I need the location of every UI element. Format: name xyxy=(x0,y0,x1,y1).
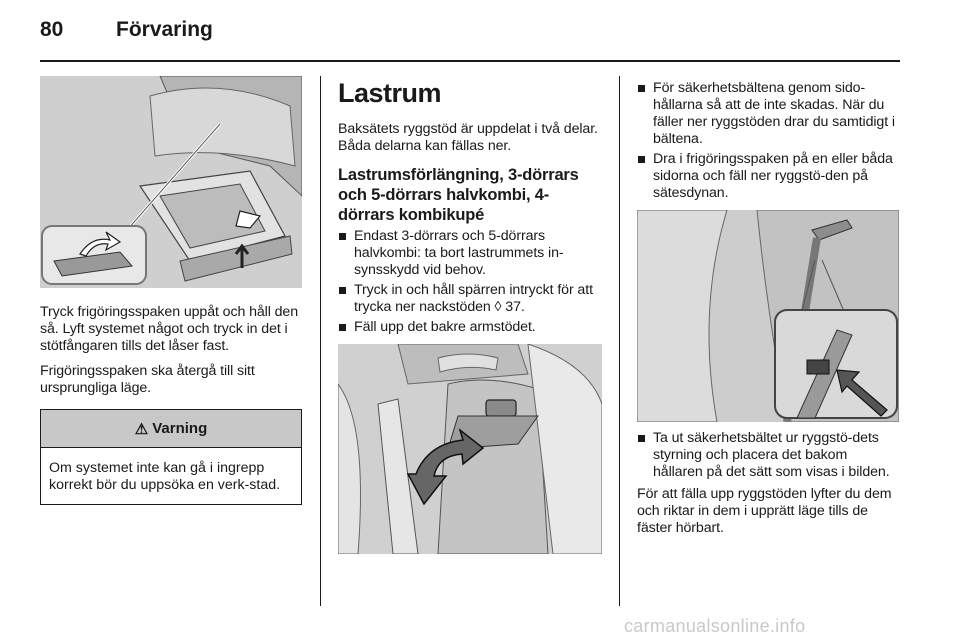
warning-header xyxy=(41,410,301,448)
header-rule xyxy=(40,60,900,62)
instruction-paragraph: För att fälla upp ryggstöden lyfter du dem och riktar in dem i upprätt läge tills de fäster hörbart. xyxy=(637,486,892,536)
instruction-paragraph: Frigöringsspaken ska återgå till sitt ursprungliga läge. xyxy=(40,363,255,396)
subheading: Lastrumsförlängning, 3-dörrars och 5-dörrars halvkombi, 4-dörrars kombikupé xyxy=(338,166,579,224)
list-item: Tryck in och håll spärren intryckt för att trycka ner nackstöden ◊ 37. xyxy=(338,282,602,316)
page-header xyxy=(40,18,213,48)
right-column xyxy=(637,76,899,537)
list-item: Ta ut säkerhetsbältet ur ryggstö-dets styrning och placera det bakom hållaren på det sätt som visas i bilden. xyxy=(637,430,899,481)
towbar-illustration xyxy=(40,76,302,288)
warning-title: Varning xyxy=(152,420,208,437)
list-item: Endast 3-dörrars och 5-dörrars halvkombi: ta bort lastrummets in-synsskydd vid behov. xyxy=(338,228,602,279)
intro-paragraph: Baksätets ryggstöd är uppdelat i två delar. Båda delarna kan fällas ner. xyxy=(338,121,598,154)
list-item: Fäll upp det bakre armstödet. xyxy=(338,319,602,336)
list-item: För säkerhetsbältena genom sido-hållarna så att de inte skadas. När du fäller ner ryggstöden drar du samtidigt i bältena. xyxy=(637,80,899,148)
column-divider xyxy=(619,76,620,606)
warning-box xyxy=(40,409,302,505)
warning-icon: ⚠ xyxy=(134,420,149,438)
figure-seatbelt xyxy=(637,210,899,422)
section-title: Förvaring xyxy=(116,18,213,41)
seatbelt-illustration xyxy=(637,210,899,422)
instruction-paragraph: Tryck frigöringsspaken uppåt och håll den så. Lyft systemet något och tryck in det i stötfångaren tills det låser fast. xyxy=(40,304,298,354)
armrest-illustration xyxy=(338,344,602,554)
column-divider xyxy=(320,76,321,606)
left-column xyxy=(40,76,302,505)
figure-towbar-drawer xyxy=(40,76,302,288)
warning-text: Om systemet inte kan gå i ingrepp korrekt bör du uppsöka en verk-stad. xyxy=(49,460,281,493)
bullet-list xyxy=(637,430,899,481)
bullet-list xyxy=(637,80,899,202)
list-item: Dra i frigöringsspaken på en eller båda sidorna och fäll ner ryggstö-den på sätesdynan. xyxy=(637,151,899,202)
bullet-list xyxy=(338,228,602,336)
figure-armrest xyxy=(338,344,602,554)
main-heading: Lastrum xyxy=(338,78,442,108)
watermark: carmanualsonline.info xyxy=(624,616,806,636)
middle-column xyxy=(338,76,602,554)
page-number: 80 xyxy=(40,18,64,41)
